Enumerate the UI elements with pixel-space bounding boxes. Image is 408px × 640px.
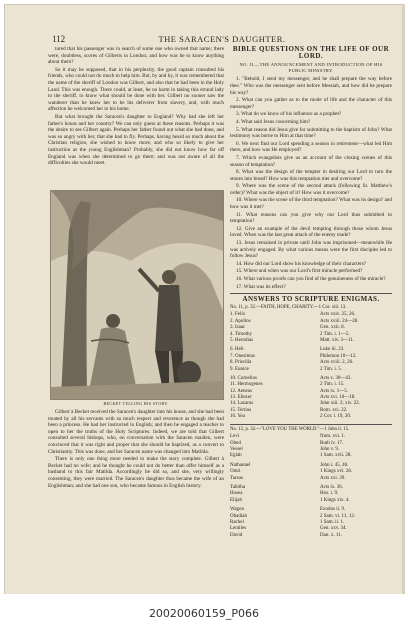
answer-row: Hosea Hos. i. 9. <box>230 491 339 497</box>
bible-questions-column <box>230 46 392 539</box>
story-paragraph: There is only one thing more needed to make the story complete. Gilbert à Becket had no wife; and he thought he could not do better than offer himself as a husband to this fair Matilda. Accordingly he did so, and she, very willingly consenting, they were married. The Saracen's daughter thus became the wife of an Englishman; and she had one son, who became famous in English history. <box>48 456 224 489</box>
illustration-caption: BECKET TELLING HIS STORY. <box>103 401 169 406</box>
question: 9. Where was the scene of the second attack (following St. Matthew's order)? What was the object of it? How was it overcome? <box>230 183 392 196</box>
engraving-illustration <box>50 190 224 400</box>
answer-row: 2. Apollos Acts xviii. 24—28. <box>230 318 359 324</box>
question-list <box>230 76 392 290</box>
answer-row: Lentiles Gen. xxv. 34. <box>230 526 347 532</box>
answer-row: 12. Aeneas Acts ix. 1—5. <box>230 388 349 394</box>
answer-row: 10. Cornelius Acts x. 30—43. <box>230 375 352 381</box>
answers-section-heading: No. 12, p. 32.—"LOVE YOU THE WORLD."—1 John ii. 15. <box>230 426 350 432</box>
question: 8. What was the design of the tempter in desiring our Lord to turn the stones into bread? How was this temptation met and overcome? <box>230 169 392 182</box>
answer-row: Omri 1 Kings xvi. 28. <box>230 469 353 475</box>
answer-row: Eglah 1 Sam. xvii. 28. <box>230 453 352 459</box>
answer-row: 4. Timothy 2 Tim. i. 1—5. <box>230 331 350 337</box>
answer-row: 7. Onesimus Philemon 10—12. <box>230 353 357 359</box>
answer-row: Tarsus Acts xxi. 39. <box>230 475 346 481</box>
bible-questions-title: BIBLE QUESTIONS ON THE LIFE OF OUR LORD. <box>232 45 390 60</box>
answer-row: 16. Yea 2 Cor. i. 19, 20. <box>230 414 352 420</box>
question: 7. Which evangelists give us an account of the closing scenes of this season of temptation? <box>230 154 392 168</box>
answer-row: 8. Priscilla Acts xviii. 2, 26. <box>230 360 354 366</box>
answer-row: Nathanael John i. 45, 46. <box>230 462 349 468</box>
answer-row: 6. Heli Luke iii. 23. <box>230 347 345 353</box>
engraving-drawing <box>51 191 223 399</box>
answer-row: 13. Eliezer Acts xvi. 10—18. <box>230 395 356 401</box>
question: 10. Where was the scene of the third temptation? What was its design? and how was it met? <box>230 197 392 211</box>
story-text-upper <box>48 46 224 168</box>
answers-title: ANSWERS TO SCRIPTURE ENIGMAS. <box>242 295 380 304</box>
question: 3. What do we know of his influence as a prophet? <box>236 111 342 118</box>
question: 14. How did our Lord show his knowledge of their characters? <box>236 260 367 267</box>
answer-row: Elijah 1 Kings xix. 4. <box>230 497 350 503</box>
running-title: THE SARACEN'S DAUGHTER. <box>158 34 286 44</box>
answers-section-heading: No. 11, p. 32.—FAITH, HOPE, CHARITY.—1 Cor. xiii. 13. <box>230 304 347 310</box>
answer-row: Vessel John v. 9. <box>230 447 340 452</box>
answer-row: Rachel 1 Sam. ii. 1. <box>230 519 345 525</box>
story-paragraph: tured that his passenger was in search of some one who owned that name; there were, doubtless, scores of Gilberts in London; and how was he to know anything about them? <box>48 46 224 66</box>
story-text-lower <box>48 409 224 490</box>
answers-list <box>230 434 392 539</box>
question: 11. What reasons can you give why our Lord thus submitted to temptation? <box>230 211 392 225</box>
question: 13. Jesus remained in private until John was imprisoned—meanwhile He was actively engaged. By what various means were the first disciples led to follow Jesus? <box>230 240 392 260</box>
answer-row: 1. Felix Acts xxiv. 25, 26. <box>230 312 356 318</box>
answer-row: 14. Lazarus John xiii. 2; xiv. 22. <box>230 401 360 407</box>
answer-row: Tabitha Acts ix. 36. <box>230 484 344 490</box>
question: 17. What was its effect? <box>236 283 286 290</box>
answer-row: 5. Herodias Matt. xiv. 3—11. <box>230 337 355 343</box>
story-paragraph: Gilbert à Becket received the Saracen's daughter into his house, and she had been treated by all his servants with so much respect and reverence as though she had been a princess. He had her instructed in English; and then he engaged a teacher to open to her the truths of the Holy Scriptures. Indeed, we are told that Gilbert consulted several bishops, who, on conversation with the Saracen maiden, were convinced that it was right and proper that she should be baptized, as a convert to Christianity. This was done, and her Saracen name was changed into Matilda. <box>48 409 224 455</box>
answer-row: Wagon Exodus ii. 9. <box>230 507 346 513</box>
answer-row: 3. Isaac Gen. xxii. 8. <box>230 325 345 331</box>
answer-row: 15. Tertius Rom. xvi. 22. <box>230 407 348 413</box>
answer-row: Levi Num. xvi. 1. <box>230 434 346 440</box>
answer-row: 9. Eunice 2 Tim. i. 5. <box>230 366 342 372</box>
question: 4. What said Jesus concerning him? <box>236 118 311 125</box>
bible-questions-subtitle: NO. II.—THE ANNOUNCEMENT AND INTRODUCTION OF HIS PUBLIC MINISTRY. <box>239 62 383 73</box>
section-divider <box>230 424 392 425</box>
question: 6. We next find our Lord spending a season in retirement—what led Him there, and how was He employed? <box>230 140 392 154</box>
answer-row: David Dan. x. 11. <box>230 532 342 538</box>
answers-list <box>230 312 392 420</box>
archive-code: 20020060159_P066 <box>148 607 260 620</box>
question: 15. Where and when was our Lord's first miracle performed? <box>236 268 363 275</box>
answer-row: 11. Hermogenes 2 Tim. i. 15. <box>230 382 345 388</box>
question: 1. "Behold, I send my messenger, and he shall prepare the way before thee." Who was the messenger sent before Messiah, and how did he prepare his way? <box>230 76 392 96</box>
story-paragraph: So it may be supposed, that in his perplexity, the good captain consulted his friends, who could not do much to help him. But, by and by, it was remembered that the name of the sheriff of London was Gilbert, and also that he had been in the Holy Land. This was enough. There could, at least, be no harm in taking this errand lady to the sheriff, to know what should be done with her. Gilbert no sooner saw the wanderer than he knew her to be his deliverer from slavery, and, with much affection he welcomed her to his home. <box>48 66 224 113</box>
question: 12. Give an example of the devil tempting through those whom Jesus loved. When was the last great attack of the enemy made? <box>230 225 392 239</box>
answer-row: Obadiah 2 Sam. vi. 11, 12. <box>230 513 356 519</box>
page-number: 112 <box>52 34 66 44</box>
story-paragraph: But what brought the Saracen's daughter to England? Why had she left her father's house and her country? We can only guess at these reasons. Perhaps it was the desire to see Gilbert again. Perhaps her father found out what she had done, and was so angry with her, that she had to fly. Perhaps, having heard so much about the Christian religion, she wished to know more; and who so likely to give her instruction as the young Englishman? Probably, she did not know how far off England was when she determined to go there; and was not aware of all the difficulties she would meet. <box>48 113 224 167</box>
section-divider <box>230 293 392 294</box>
question: 5. What reason did Jesus give for submitting to the baptism of John? What testimony was borne to Him at that time? <box>230 126 392 140</box>
question: 16. What various proofs can you find of the genuineness of the miracle? <box>236 276 386 282</box>
answer-row: Obed Ruth iv. 17. <box>230 440 344 446</box>
question: 2. What can you gather as to the mode of life and the character of this messenger? <box>230 97 392 110</box>
